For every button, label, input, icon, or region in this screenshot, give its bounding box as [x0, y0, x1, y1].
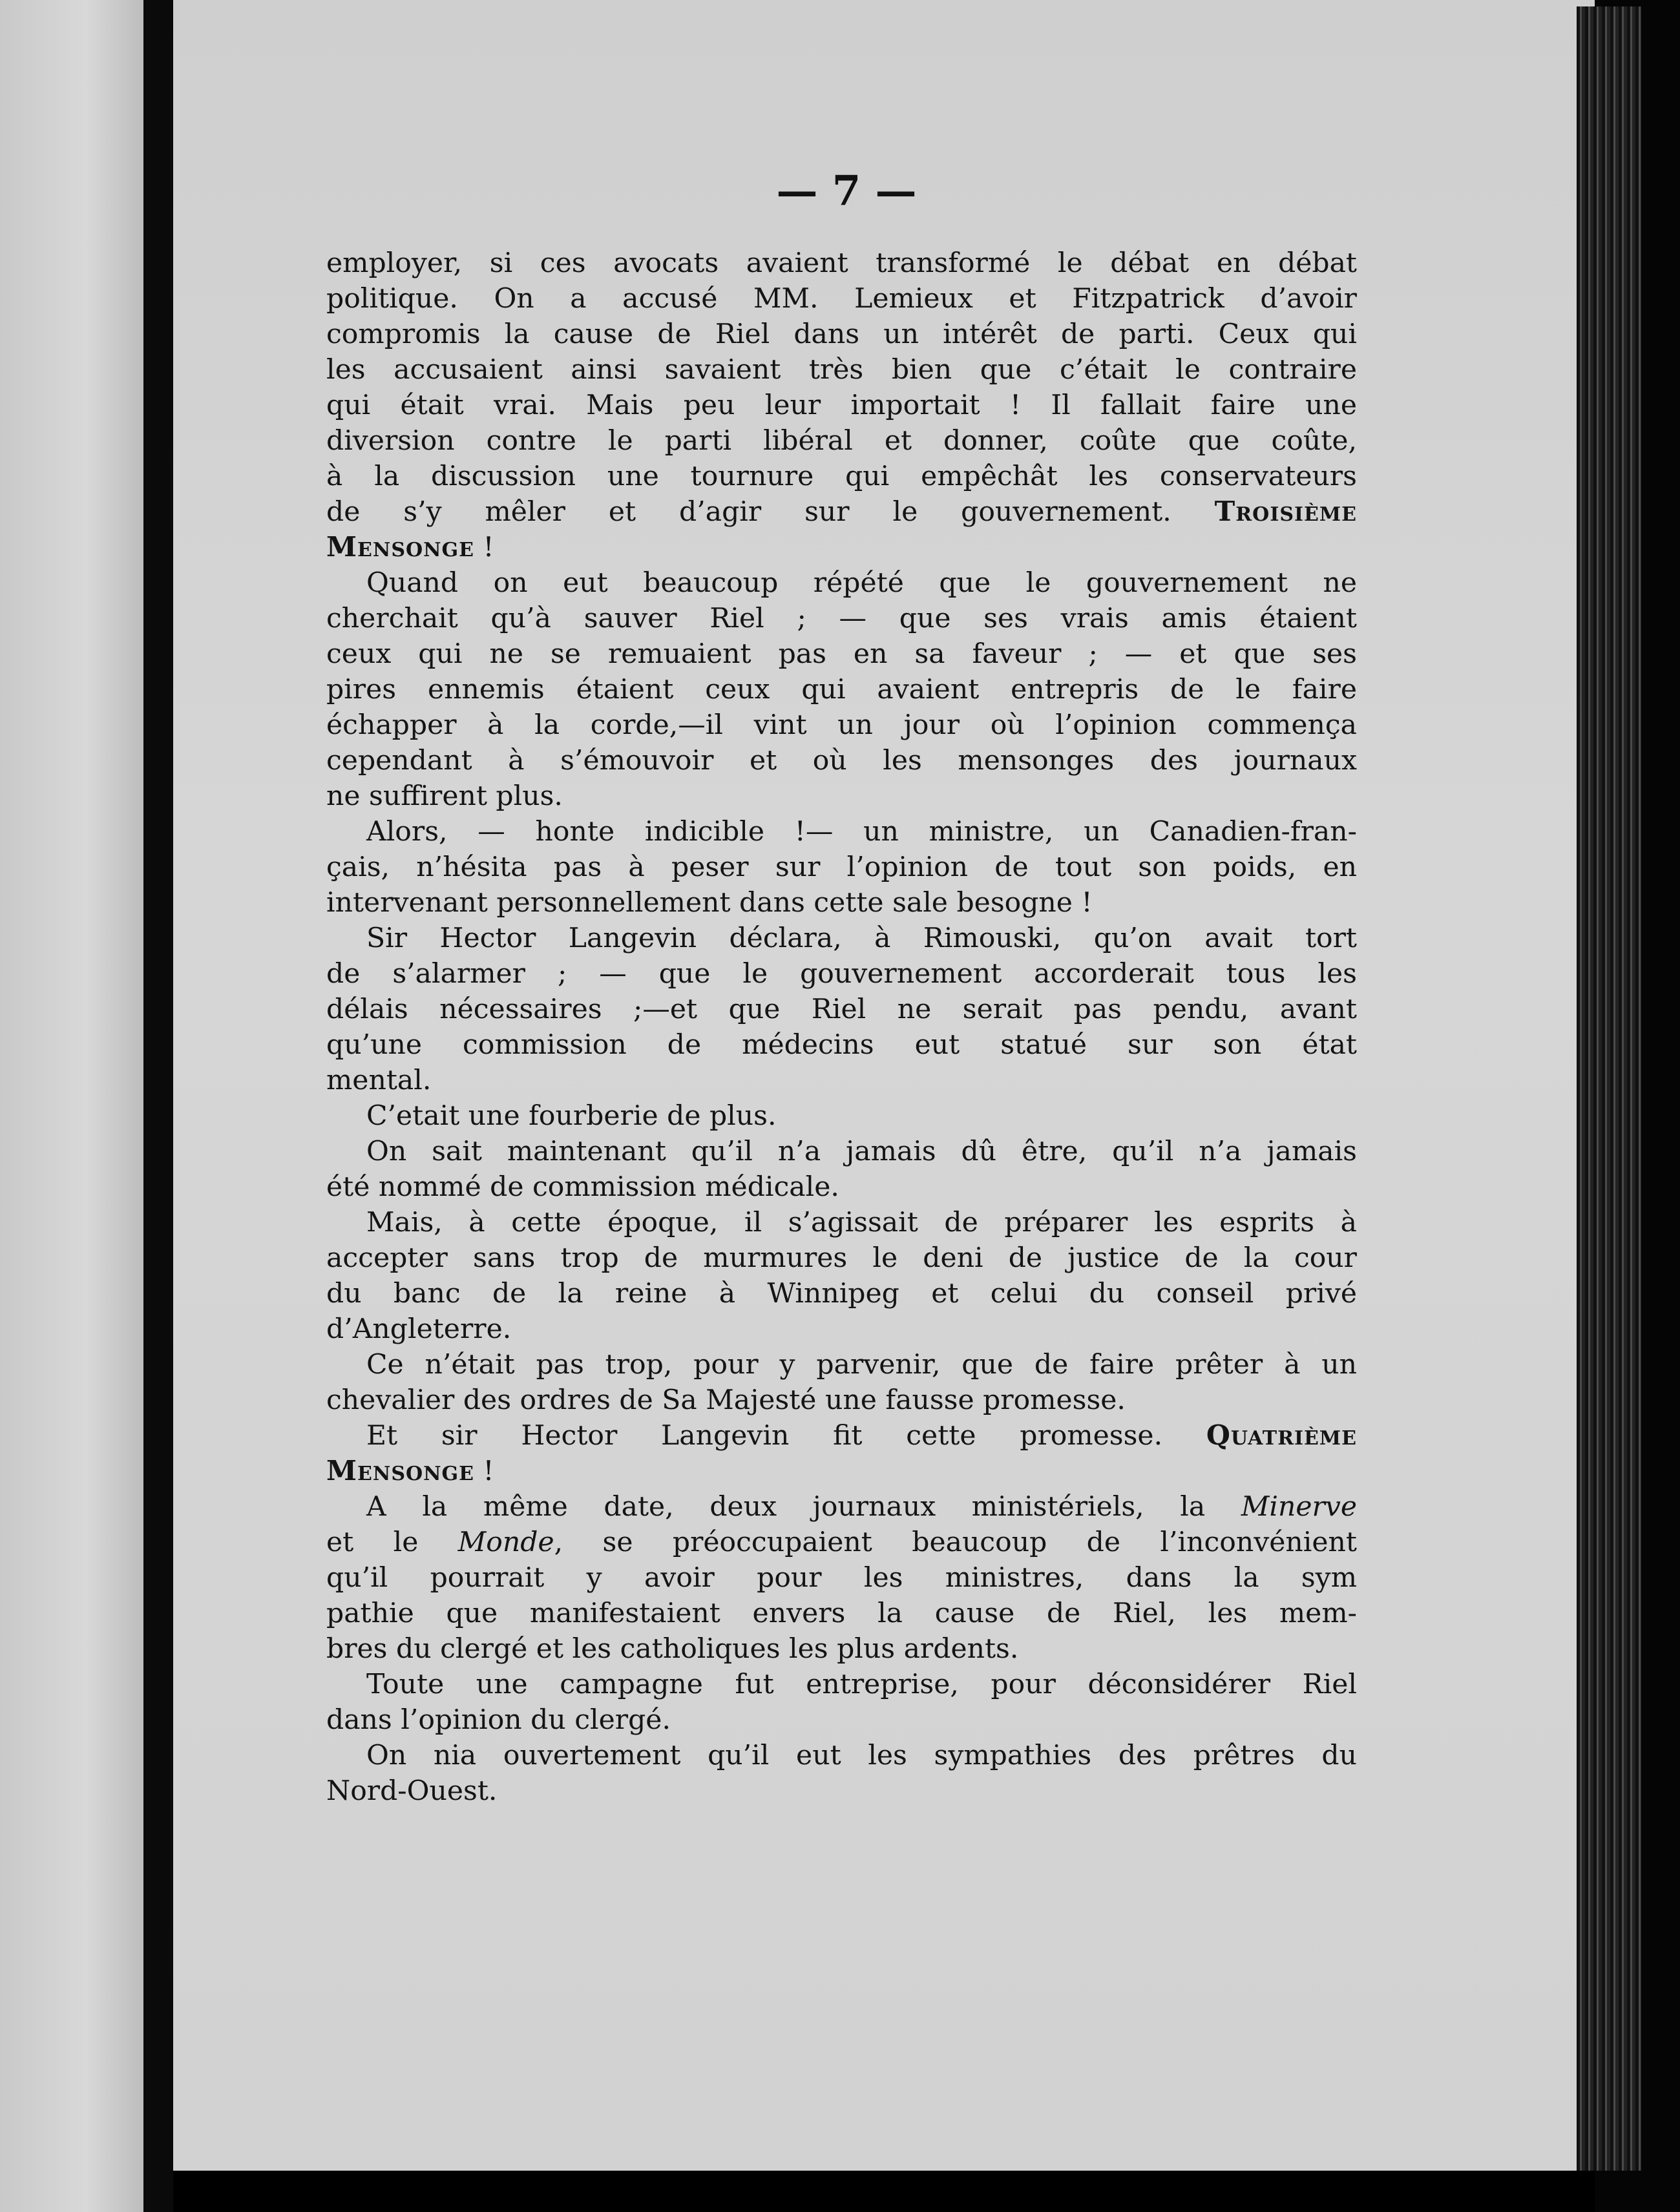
text-line	[326, 1773, 1357, 1809]
page-number: — 7 —	[776, 167, 917, 215]
text-line	[326, 1347, 1357, 1382]
small-caps-heading: Quatrième	[1206, 1419, 1357, 1452]
text-line	[326, 1169, 1357, 1205]
text-line	[326, 1134, 1357, 1169]
line-text: On sait maintenant qu’il n’a jamais dû être, qu’il n’a jamais	[366, 1136, 1357, 1167]
text-line	[326, 921, 1357, 956]
text-line	[326, 1596, 1357, 1631]
line-text-tail: !	[474, 1456, 494, 1487]
text-line	[326, 1489, 1357, 1525]
text-line	[326, 1276, 1357, 1311]
text-line	[326, 388, 1357, 423]
line-text: accepter sans trop de murmures le deni de justice de la cour	[326, 1242, 1357, 1274]
book-gutter	[143, 0, 173, 2212]
text-line	[326, 1560, 1357, 1596]
line-text: cependant à s’émouvoir et où les mensonges des journaux	[326, 745, 1357, 777]
line-text: ceux qui ne se remuaient pas en sa faveur ; — et que ses	[326, 638, 1357, 670]
line-text: à la discussion une tournure qui empêchât les conservateurs	[326, 461, 1357, 492]
text-line	[326, 1738, 1357, 1773]
line-text: Ce n’était pas trop, pour y parvenir, que de faire prêter à un	[366, 1349, 1357, 1381]
text-line	[326, 1702, 1357, 1738]
line-text: çais, n’hésita pas à peser sur l’opinion de tout son poids, en	[326, 851, 1357, 883]
text-line	[326, 743, 1357, 778]
line-text: qui était vrai. Mais peu leur importait ! Il fallait faire une	[326, 390, 1357, 421]
line-text: du banc de la reine à Winnipeg et celui du conseil privé	[326, 1278, 1357, 1309]
italic-title: Minerve	[1241, 1491, 1357, 1523]
line-text: de s’alarmer ; — que le gouvernement accorderait tous les	[326, 958, 1357, 990]
text-line	[326, 672, 1357, 707]
text-line	[326, 778, 1357, 814]
text-line	[326, 636, 1357, 672]
text-line	[326, 1205, 1357, 1240]
text-line	[326, 423, 1357, 459]
text-line	[326, 1631, 1357, 1667]
line-text: On nia ouvertement qu’il eut les sympathies des prêtres du	[366, 1740, 1357, 1771]
line-text: pathie que manifestaient envers la cause de Riel, les mem-	[326, 1598, 1357, 1629]
line-text: cherchait qu’à sauver Riel ; — que ses vrais amis étaient	[326, 603, 1357, 634]
line-text: et le	[326, 1527, 458, 1558]
line-text: d’Angleterre.	[326, 1313, 512, 1345]
small-caps-heading: Troisième	[1214, 496, 1357, 528]
line-text: A la même date, deux journaux ministériels, la	[366, 1491, 1241, 1523]
line-text: bres du clergé et les catholiques les plus ardents.	[326, 1633, 1019, 1665]
text-line	[326, 530, 1357, 565]
text-line	[326, 352, 1357, 388]
line-text: Alors, — honte indicible !— un ministre, un Canadien-fran-	[366, 816, 1357, 848]
text-line	[326, 459, 1357, 494]
line-text: chevalier des ordres de Sa Majesté une fausse promesse.	[326, 1384, 1126, 1416]
line-text: intervenant personnellement dans cette sale besogne !	[326, 887, 1093, 919]
italic-title: Monde	[457, 1527, 554, 1558]
line-text: Mais, à cette époque, il s’agissait de préparer les esprits à	[366, 1207, 1357, 1238]
text-line	[326, 565, 1357, 601]
text-line	[326, 601, 1357, 636]
text-line	[326, 956, 1357, 992]
small-caps-heading: Mensonge	[326, 1455, 475, 1487]
text-line	[326, 885, 1357, 921]
line-text: Toute une campagne fut entreprise, pour déconsidérer Riel	[366, 1669, 1357, 1700]
text-line	[326, 1418, 1357, 1454]
line-text-tail: , se préoccupaient beaucoup de l’inconvénient	[554, 1527, 1357, 1558]
text-line	[326, 1454, 1357, 1489]
line-text: pires ennemis étaient ceux qui avaient entrepris de le faire	[326, 674, 1357, 705]
line-text: C’etait une fourberie de plus.	[366, 1100, 777, 1132]
line-text: dans l’opinion du clergé.	[326, 1704, 671, 1736]
line-text: ne suffirent plus.	[326, 780, 563, 812]
line-text: mental.	[326, 1065, 432, 1096]
line-text: les accusaient ainsi savaient très bien que c’était le contraire	[326, 354, 1357, 386]
line-text: compromis la cause de Riel dans un intérêt de parti. Ceux qui	[326, 318, 1357, 350]
line-text: échapper à la corde,—il vint un jour où l’opinion commença	[326, 709, 1357, 741]
bottom-shadow	[173, 2171, 1595, 2212]
line-text: Et sir Hector Langevin fit cette promesse.	[366, 1420, 1163, 1452]
body-text	[326, 245, 1357, 1809]
text-line	[326, 245, 1357, 281]
text-line	[326, 992, 1357, 1027]
text-line	[326, 281, 1357, 317]
text-line	[326, 707, 1357, 743]
line-text: Nord-Ouest.	[326, 1775, 498, 1807]
left-page-edge	[0, 0, 143, 2212]
text-line	[326, 1240, 1357, 1276]
text-line	[326, 1311, 1357, 1347]
page-stack-edges	[1577, 6, 1641, 2171]
line-text-tail: !	[474, 532, 494, 563]
text-line	[326, 1525, 1357, 1560]
line-text: Quand on eut beaucoup répété que le gouvernement ne	[366, 567, 1357, 599]
text-line	[326, 1027, 1357, 1063]
line-text: qu’il pourrait y avoir pour les ministres, dans la sym	[326, 1562, 1357, 1594]
line-text: Sir Hector Langevin déclara, à Rimouski, qu’on avait tort	[366, 923, 1357, 954]
line-text: de s’y mêler et d’agir sur le gouvernement.	[326, 496, 1171, 528]
text-line	[326, 494, 1357, 530]
text-line	[326, 317, 1357, 352]
line-text: qu’une commission de médecins eut statué sur son état	[326, 1029, 1357, 1061]
line-text: été nommé de commission médicale.	[326, 1171, 839, 1203]
text-line	[326, 1098, 1357, 1134]
line-text: délais nécessaires ;—et que Riel ne serait pas pendu, avant	[326, 994, 1357, 1025]
line-text: employer, si ces avocats avaient transformé le débat en débat	[326, 247, 1357, 279]
text-line	[326, 850, 1357, 885]
line-text: diversion contre le parti libéral et donner, coûte que coûte,	[326, 425, 1357, 457]
text-line	[326, 1063, 1357, 1098]
small-caps-heading: Mensonge	[326, 531, 475, 563]
text-line	[326, 1667, 1357, 1702]
text-line	[326, 814, 1357, 850]
line-text: politique. On a accusé MM. Lemieux et Fitzpatrick d’avoir	[326, 283, 1357, 315]
text-line	[326, 1382, 1357, 1418]
